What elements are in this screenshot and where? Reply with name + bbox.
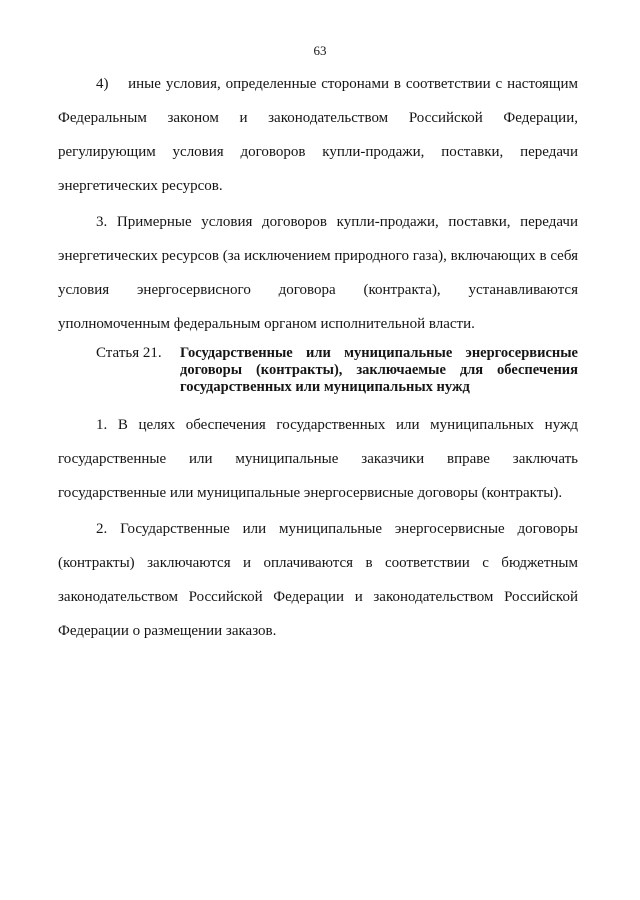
paragraph-item-4: 4) иные условия, определенные сторонами в соответствии с настоящим Федеральным законом и законодательством Российской Федерации, регулирующим условия договоров купли-продажи, поставки, передачи энергетических ресурсов. [58,76,578,194]
paragraph-3: 3. Примерные условия договоров купли-продажи, поставки, передачи энергетических ресурсов (за исключением природного газа), включающих в себя условия энергосервисного договора (контракта), устанавливаются уполномоченным федеральным органом исполнительной власти. [58,214,578,332]
article-heading [58,345,578,396]
article-title: Государственные или муниципальные энергосервисные договоры (контракты), заключаемые для обеспечения государственных или муниципальных нужд [180,345,578,395]
article-number: Статья 21. [96,345,162,361]
page-number: 63 [313,43,327,58]
page-body [58,67,578,650]
paragraph-article-21-2: 2. Государственные или муниципальные энергосервисные договоры (контракты) заключаются и оплачиваются в соответствии с бюджетным законодательством Российской Федерации и законодательством Российской Федерации о размещении заказов. [58,521,578,639]
paragraph-article-21-1: 1. В целях обеспечения государственных или муниципальных нужд государственные или муниципальные заказчики вправе заключать государственные или муниципальные энергосервисные договоры (контракты). [58,417,578,501]
